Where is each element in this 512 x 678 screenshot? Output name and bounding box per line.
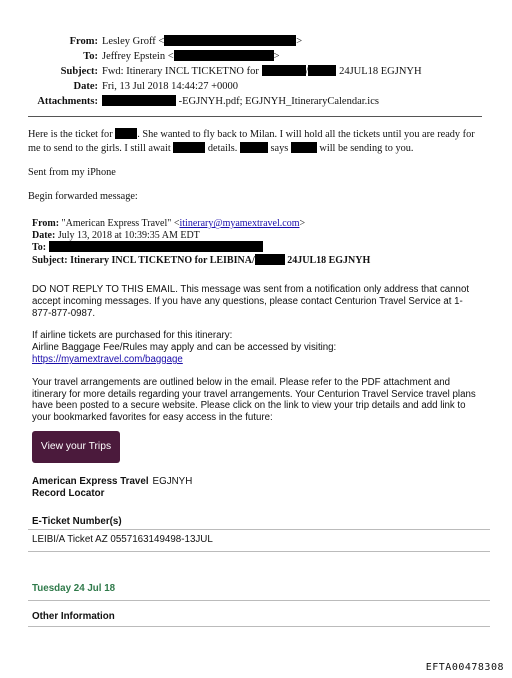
travel-date-heading: Tuesday 24 Jul 18	[32, 583, 116, 594]
header-from-row	[0, 34, 512, 49]
subject-sep: /	[305, 66, 309, 77]
fwd-subject-tail: 24JUL18 EGJNYH	[287, 254, 371, 266]
record-locator	[32, 476, 192, 500]
redaction-block	[262, 65, 306, 76]
subject-label: Subject:	[60, 66, 98, 77]
redaction-block	[115, 128, 137, 139]
redaction-block	[240, 142, 268, 153]
amex-content	[32, 284, 478, 435]
header-date-row	[0, 79, 512, 94]
redaction-block	[255, 254, 285, 265]
baggage-link[interactable]: https://myamextravel.com/baggage	[32, 353, 183, 365]
redaction-block	[174, 50, 274, 61]
view-trips-button[interactable]: View your Trips	[32, 431, 120, 463]
redaction-block	[102, 95, 176, 106]
from-tail: >	[296, 36, 303, 47]
fwd-from-value: "American Express Travel" <	[61, 218, 180, 229]
header-to-row	[0, 49, 512, 64]
arrangements-text: Your travel arrangements are outlined below in the email. Please refer to the PDF attachment and itinerary for more details regarding your travel arrangements. Your Centurion Travel Service travel plans have been posted to a secure website. Please click on the link to view your trip details and add link to your bookmarked favorites for easy access in the future:	[32, 376, 476, 424]
email-header	[0, 34, 512, 109]
message-text: says	[270, 143, 289, 154]
ticket-number: LEIBI/A Ticket AZ 0557163149498-13JUL	[32, 534, 213, 545]
airline-line-2: Airline Baggage Fee/Rules may apply and can be accessed by visiting:	[32, 342, 337, 354]
locator-label: Record Locator	[32, 488, 105, 499]
to-value: Jeffrey Epstein <	[102, 51, 174, 62]
date-label: Date:	[73, 81, 98, 92]
section-divider	[28, 626, 490, 627]
fwd-subject-label: Subject:	[32, 254, 68, 266]
eticket-heading: E-Ticket Number(s)	[32, 516, 122, 527]
fwd-subject-row	[32, 254, 492, 267]
redaction-block	[173, 142, 205, 153]
fwd-from-tail: >	[299, 218, 306, 229]
fwd-date-value: July 13, 2018 at 10:39:35 AM EDT	[57, 229, 200, 241]
redaction-block	[305, 65, 336, 77]
attachments-value: -EGJNYH.pdf; EGJNYH_ItineraryCalendar.ics	[178, 96, 379, 107]
fwd-date-label: Date:	[32, 229, 56, 241]
message-text: Here is the ticket for	[28, 129, 113, 140]
begin-forwarded: Begin forwarded message:	[28, 191, 138, 202]
redaction-block	[164, 35, 296, 46]
section-divider	[28, 600, 490, 601]
signature: Sent from my iPhone	[28, 167, 116, 178]
message-text: to send to the girls. I still await	[43, 143, 171, 154]
locator-code: EGJNYH	[152, 476, 193, 487]
subject-tail: 24JUL18 EGJNYH	[339, 66, 422, 77]
section-divider	[28, 551, 490, 552]
redaction-block	[291, 142, 317, 153]
notice-text: DO NOT REPLY TO THIS EMAIL. This message was sent from a notification only address that cannot accept incoming messages. If you have any questions, please contact Centurion Travel Service at 1-877-877-0987.	[32, 284, 470, 319]
message-text: . She wanted to fly back to Milan. I will hold all the tickets until you are ready for me	[28, 129, 475, 154]
message-text: will be sending to you.	[319, 143, 414, 154]
redaction-block	[49, 241, 263, 252]
fwd-to-row	[32, 241, 492, 254]
fwd-date-row	[32, 230, 492, 242]
fwd-subject-value: Itinerary INCL TICKETNO for LEIBINA/	[70, 254, 255, 266]
to-tail: >	[273, 51, 280, 62]
other-information-heading: Other Information	[32, 611, 115, 622]
attachments-label: Attachments:	[37, 96, 98, 107]
locator-agency: American Express Travel	[32, 476, 149, 487]
message-body	[28, 128, 488, 214]
fwd-to-label: To:	[32, 242, 47, 253]
fwd-from-email-link[interactable]: itinerary@myamextravel.com	[179, 218, 300, 229]
message-paragraph	[28, 128, 488, 156]
fwd-from-row	[32, 218, 492, 230]
message-text: details.	[207, 143, 238, 154]
to-label: To:	[83, 51, 98, 62]
header-attachments-row	[0, 94, 512, 109]
forwarded-header	[32, 218, 492, 266]
from-value: Lesley Groff <	[102, 36, 165, 47]
fwd-from-label: From:	[32, 218, 60, 229]
subject-value: Fwd: Itinerary INCL TICKETNO for	[102, 66, 259, 77]
baggage-paragraph	[32, 330, 478, 365]
bates-number: EFTA00478308	[425, 662, 504, 673]
section-divider	[28, 529, 490, 530]
header-subject-row	[0, 64, 512, 79]
airline-line-1: If airline tickets are purchased for this itinerary:	[32, 330, 233, 342]
header-divider	[28, 116, 482, 117]
date-value: Fri, 13 Jul 2018 14:44:27 +0000	[102, 81, 239, 92]
from-label: From:	[69, 36, 98, 47]
